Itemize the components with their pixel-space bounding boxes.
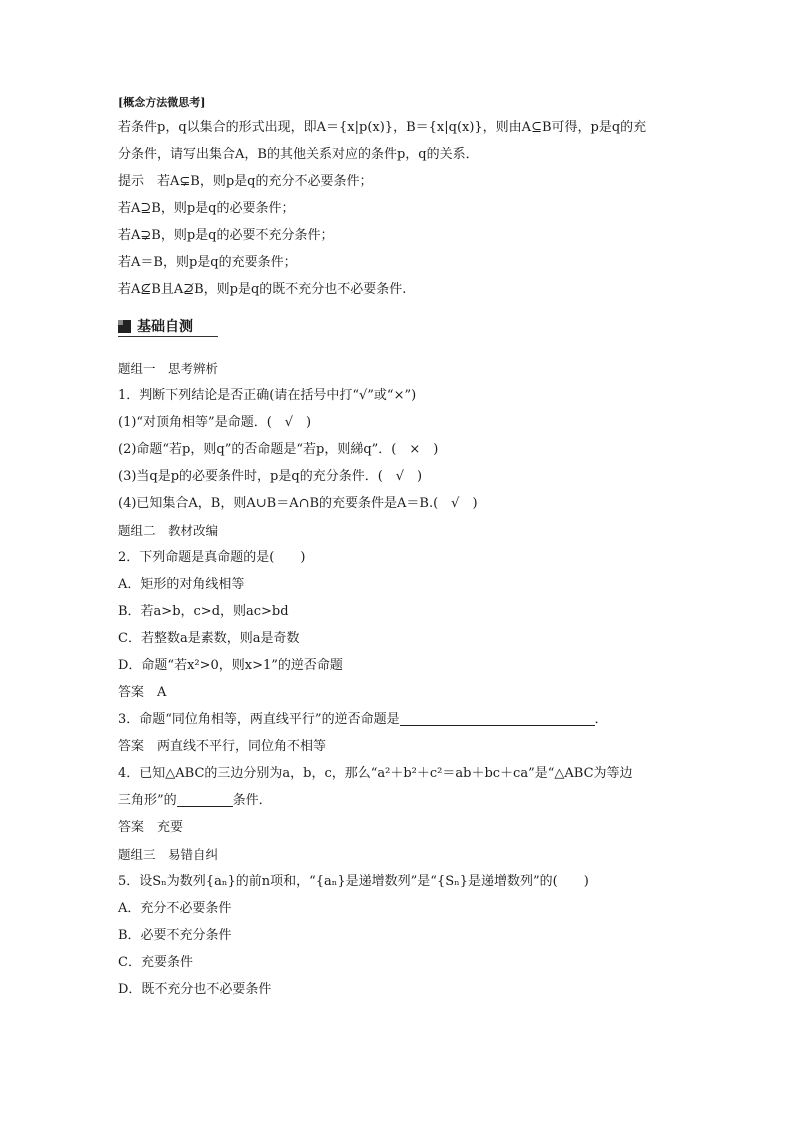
q4-line-2: [118, 787, 688, 814]
q2-option-c: C．若整数a是素数，则a是奇数: [118, 631, 300, 646]
hint-line-3: 若A⊋B，则p是q的必要不充分条件；: [118, 228, 334, 243]
q1-item-4: (4)已知集合A，B，则A∪B＝A∩B的充要条件是A＝B.( √ ): [118, 496, 478, 511]
q2-answer: 答案 A: [118, 685, 167, 700]
q4-line-2-pre: 三角形”的: [118, 793, 177, 808]
q3-stem-end: ．: [594, 712, 608, 727]
q4-answer-blank: [177, 792, 233, 807]
group-2-title: 题组二 教材改编: [118, 523, 219, 538]
q1-item-1: (1)“对顶角相等”是命题．( √ ): [118, 415, 312, 430]
document-page: [118, 92, 688, 1003]
q2-option-a: A．矩形的对角线相等: [118, 577, 245, 592]
hint-line-2: 若A⊇B，则p是q的必要条件；: [118, 201, 295, 216]
q4-line-1: 4．已知△ABC的三边分别为a，b，c，那么“a²＋b²＋c²＝ab＋bc＋ca”是“△ABC为等边: [118, 766, 633, 781]
q3-answer: 答案 两直线不平行，同位角不相等: [118, 739, 327, 754]
section-underline: [118, 336, 218, 337]
concept-question-line-1: 若条件p，q以集合的形式出现，即A＝{x|p(x)}，B＝{x|q(x)}，则由A⊆B可得，p是q的充: [118, 120, 647, 135]
group-3-title: 题组三 易错自纠: [118, 847, 219, 862]
q1-item-2: (2)命题“若p，则q”的否命题是“若p，则綈q”．( × ): [118, 442, 439, 457]
hint-line-4: 若A＝B，则p是q的充要条件；: [118, 255, 297, 270]
hint-line-5: 若A⊈B且A⊉B，则p是q的既不充分也不必要条件.: [118, 282, 407, 297]
q2-stem: 2．下列命题是真命题的是( ): [118, 550, 306, 565]
q5-option-a: A．充分不必要条件: [118, 901, 232, 916]
concept-question-line-2: 分条件，请写出集合A，B的其他关系对应的条件p，q的关系．: [118, 147, 479, 162]
q3-stem: [118, 706, 688, 733]
q1-stem: 1．判断下列结论是否正确(请在括号中打“√”或“×”): [118, 388, 417, 403]
section-title: 基础自测: [137, 319, 193, 335]
q4-answer: 答案 充要: [118, 820, 184, 835]
q4-line-2-post: 条件．: [232, 793, 272, 808]
concept-heading: [概念方法微思考]: [118, 96, 206, 109]
section-header: [118, 313, 688, 339]
q5-option-d: D．既不充分也不必要条件: [118, 982, 272, 997]
q5-stem: 5．设Sₙ为数列{aₙ}的前n项和，“{aₙ}是递增数列”是“{Sₙ}是递增数列”的( ): [118, 874, 589, 889]
q2-option-d: D．命题“若x²>0，则x>1”的逆否命题: [118, 658, 343, 673]
q5-option-b: B．必要不充分条件: [118, 928, 232, 943]
q3-stem-text: 3．命题“同位角相等，两直线平行”的逆否命题是: [118, 712, 400, 727]
q1-item-3: (3)当q是p的必要条件时，p是q的充分条件．( √ ): [118, 469, 423, 484]
q5-option-c: C．充要条件: [118, 955, 193, 970]
hint-line-1: 提示 若A⊊B，则p是q的充分不必要条件；: [118, 174, 373, 189]
group-1-title: 题组一 思考辨析: [118, 361, 219, 376]
section-square-icon: [118, 320, 131, 333]
q3-answer-blank: [400, 711, 595, 726]
q2-option-b: B．若a>b，c>d，则ac>bd: [118, 604, 289, 619]
